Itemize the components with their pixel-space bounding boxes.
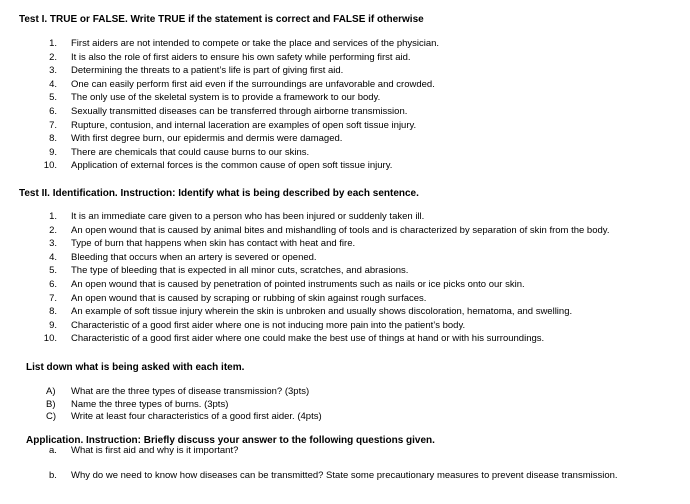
- item-text: Characteristic of a good first aider where one could make the best use of things at hand or with his surroundings.: [71, 333, 545, 345]
- item-number: 5.: [49, 265, 57, 277]
- item-text: Sexually transmitted diseases can be transferred through airborne transmission.: [71, 106, 408, 117]
- item-text: The only use of the skeletal system is to provide a framework to our body.: [71, 92, 381, 104]
- item-letter: A): [46, 386, 56, 397]
- item-text: Characteristic of a good first aider where one is not inducing more pain into the patient’s body.: [71, 319, 466, 331]
- item-letter: C): [46, 411, 57, 422]
- item-number: 7.: [49, 292, 57, 304]
- item-number: 5.: [49, 92, 57, 104]
- item-number: 4.: [49, 251, 57, 263]
- item-number: 9.: [49, 146, 57, 158]
- application-heading: Application. Instruction: Briefly discuss your answer to the following questions given.: [26, 435, 435, 446]
- item-text: First aiders are not intended to compete or take the place and services of the physician.: [71, 38, 440, 49]
- item-text: One can easily perform first aid even if the surroundings are unfavorable and crowded.: [71, 78, 435, 90]
- item-number: 6.: [49, 106, 57, 117]
- item-text: With first degree burn, our epidermis and dermis were damaged.: [71, 133, 343, 145]
- item-number: 6.: [49, 279, 57, 290]
- item-text: Determining the threats to a patient’s life is part of giving first aid.: [71, 65, 344, 77]
- item-letter: B): [46, 398, 56, 410]
- test1-heading: Test I. TRUE or FALSE. Write TRUE if the statement is correct and FALSE if otherwise: [19, 14, 424, 25]
- item-number: 2.: [49, 224, 57, 236]
- item-number: 3.: [49, 65, 57, 77]
- item-number: 7.: [49, 119, 57, 131]
- item-number: 10.: [43, 333, 57, 345]
- test3-heading: List down what is being asked with each item.: [26, 362, 245, 373]
- item-text: An example of soft tissue injury wherein the skin is unbroken and usually shows discoloration, hematoma, and swelling.: [71, 306, 573, 318]
- item-number: 4.: [49, 78, 57, 90]
- item-text: Type of burn that happens when skin has contact with heat and fire.: [71, 238, 356, 250]
- item-text: Why do we need to know how diseases can be transmitted? State some precautionary measures to prevent disease transmission.: [71, 470, 618, 481]
- item-number: 2.: [49, 51, 57, 63]
- item-text: Write at least four characteristics of a good first aider. (4pts): [71, 411, 322, 422]
- item-number: 10.: [43, 160, 57, 172]
- item-text: Application of external forces is the common cause of open soft tissue injury.: [71, 160, 393, 172]
- item-text: An open wound that is caused by scraping or rubbing of skin against rough surfaces.: [71, 292, 427, 304]
- item-text: An open wound that is caused by animal bites and mishandling of tools and is characterized by separation of skin from the body.: [71, 224, 610, 236]
- item-number: 8.: [49, 133, 57, 145]
- item-text: It is an immediate care given to a person who has been injured or suddenly taken ill.: [71, 211, 425, 222]
- item-number: 9.: [49, 319, 57, 331]
- item-text: There are chemicals that could cause burns to our skins.: [71, 146, 310, 158]
- test2-heading: Test II. Identification. Instruction: Identify what is being described by each sentence.: [19, 188, 419, 199]
- item-letter: a.: [49, 445, 57, 456]
- item-text: The type of bleeding that is expected in all minor cuts, scratches, and abrasions.: [71, 265, 409, 277]
- item-number: 1.: [49, 38, 57, 49]
- item-text: Bleeding that occurs when an artery is severed or opened.: [71, 251, 317, 263]
- item-number: 1.: [49, 211, 57, 222]
- item-number: 8.: [49, 306, 57, 318]
- item-text: Name the three types of burns. (3pts): [71, 398, 229, 410]
- item-text: An open wound that is caused by penetration of pointed instruments such as nails or ice picks onto our skin.: [71, 279, 525, 290]
- item-text: What is first aid and why is it important?: [71, 445, 239, 456]
- item-text: It is also the role of first aiders to ensure his own safety while performing first aid.: [71, 51, 411, 63]
- item-letter: b.: [49, 470, 57, 481]
- item-number: 3.: [49, 238, 57, 250]
- item-text: What are the three types of disease transmission? (3pts): [71, 386, 310, 397]
- item-text: Rupture, contusion, and internal laceration are examples of open soft tissue injury.: [71, 119, 417, 131]
